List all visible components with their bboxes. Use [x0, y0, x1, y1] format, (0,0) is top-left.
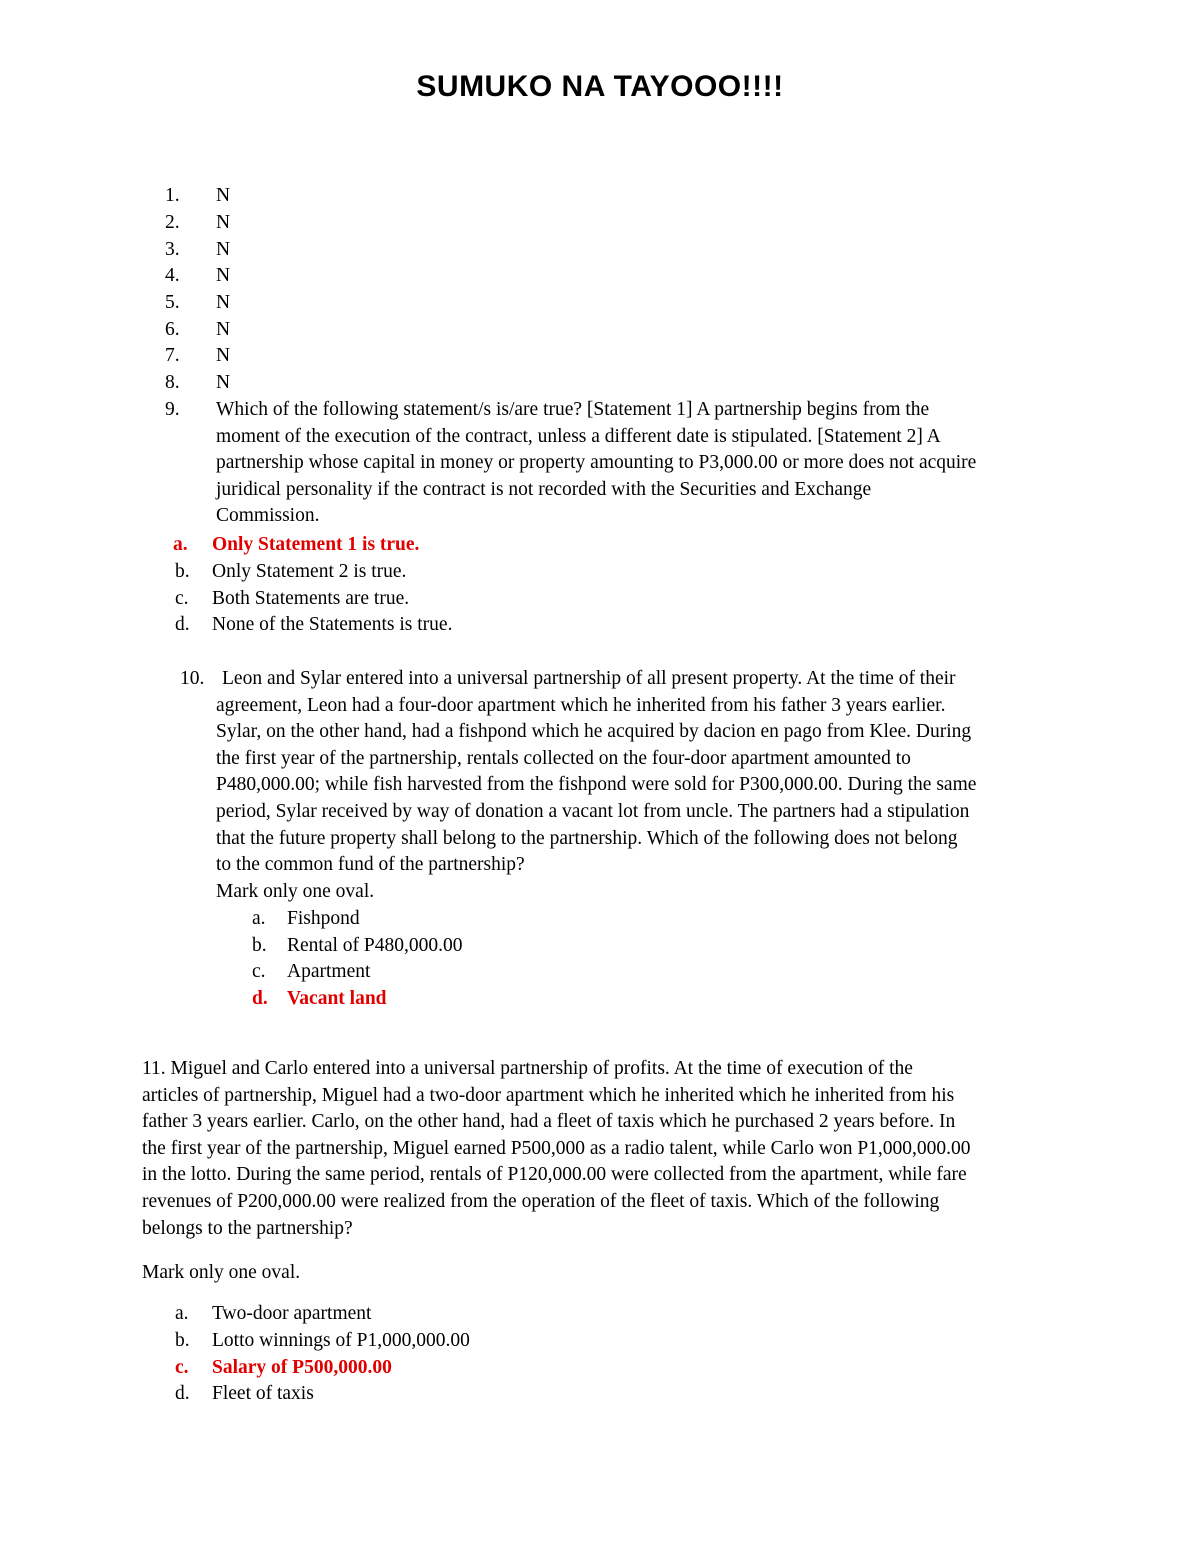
q11-instruction: Mark only one oval.: [142, 1262, 301, 1283]
question-10-text: Leon and Sylar entered into a universal partnership of all present property. At the time of their agreement, Leon had a four-door apartment which he inherited from his father 3 years earlier. Sylar, on the other hand, had a fishpond which he acquired by dacion en pago from Klee. During the first year of the partnership, rentals collected on the four-door apartment amounted to P480,000.00; while fish harvested from the fishpond were sold for P300,000.00. During the same period, Sylar received by way of donation a vacant lot from uncle. The partners had a stipulation that the future property shall belong to the partnership. Which of the following does not belong to the common fund of the partnership? Mark only one oval.: [216, 668, 977, 902]
question-10-number: 10.: [180, 668, 205, 689]
document-page: SUMUKO NA TAYOOO!!!! 1. N 2. N 3. N 4. N 5. N 6. N 7. N 8. N 9. Which of the following statement/s is/are true? [Statement 1] A partnership begins from the moment of the execution of the contract, unless a different date is stipulated. [Statement 2] A partnership whose capital in money or property amounting to P3,000.00 or more does not acquire juridical personality if the contract is not recorded with the Securities and Exchange Commission. a. Only Statement 1 is true. b. Only Statement 2 is true. c. Both Statements are true. d. None of the Statements is true. 10. Leon and Sylar entered into a universal partnership of all present property. At the time of their agreement, Leon had a four-door apartment which he inherited from his father 3 years earlier. Sylar, on the other hand, had a fishpond which he acquired by dacion en pago from Klee. During the first year of the partnership, rentals collected on the four-door apartment amounted to P480,000.00; while fish harvested from the fishpond were sold for P300,000.00. During the same period, Sylar received by way of donation a vacant lot from uncle. The partners had a stipulation that the future property shall belong to the partnership. Which of the following does not belong to the common fund of the partnership? Mark only one oval. a. Fishpond b. Rental of P480,000.00 c. Apartment d. Vacant land 11. Miguel and Carlo entered into a universal partnership of profits. At the time of execution of the articles of partnership, Miguel had a two-door apartment which he inherited which he inherited from his father 3 years earlier. Carlo, on the other hand, had a fleet of taxis which he purchased 2 years before. In the first year of the partnership, Miguel earned P500,000 as a radio talent, while Carlo won P1,000,000.00 in the lotto. During the same period, rentals of P120,000.00 were collected from the apartment, while fare revenues of P200,000.00 were realized from the operation of the fleet of taxis. Which of the following belongs to the partnership? Mark only one oval. a. Two-door apartment b. Lotto winnings of P1,000,000.00 c. Salary of P500,000.00 d. Fleet of taxis: [0, 0, 1200, 1553]
page-title: SUMUKO NA TAYOOO!!!!: [416, 70, 784, 103]
question-11-text: 11. Miguel and Carlo entered into a universal partnership of profits. At the time of execution of the articles of partnership, Miguel had a two-door apartment which he inherited which he inherited from his father 3 years earlier. Carlo, on the other hand, had a fleet of taxis which he purchased 2 years before. In the first year of the partnership, Miguel earned P500,000 as a radio talent, while Carlo won P1,000,000.00 in the lotto. During the same period, rentals of P120,000.00 were collected from the apartment, while fare revenues of P200,000.00 were realized from the operation of the fleet of taxis. Which of the following belongs to the partnership?: [142, 1058, 971, 1239]
question-9-text: Which of the following statement/s is/are true? [Statement 1] A partnership begins from the moment of the execution of the contract, unless a different date is stipulated. [Statement 2] A partnership whose capital in money or property amounting to P3,000.00 or more does not acquire juridical personality if the contract is not recorded with the Securities and Exchange Commission.: [216, 399, 977, 527]
